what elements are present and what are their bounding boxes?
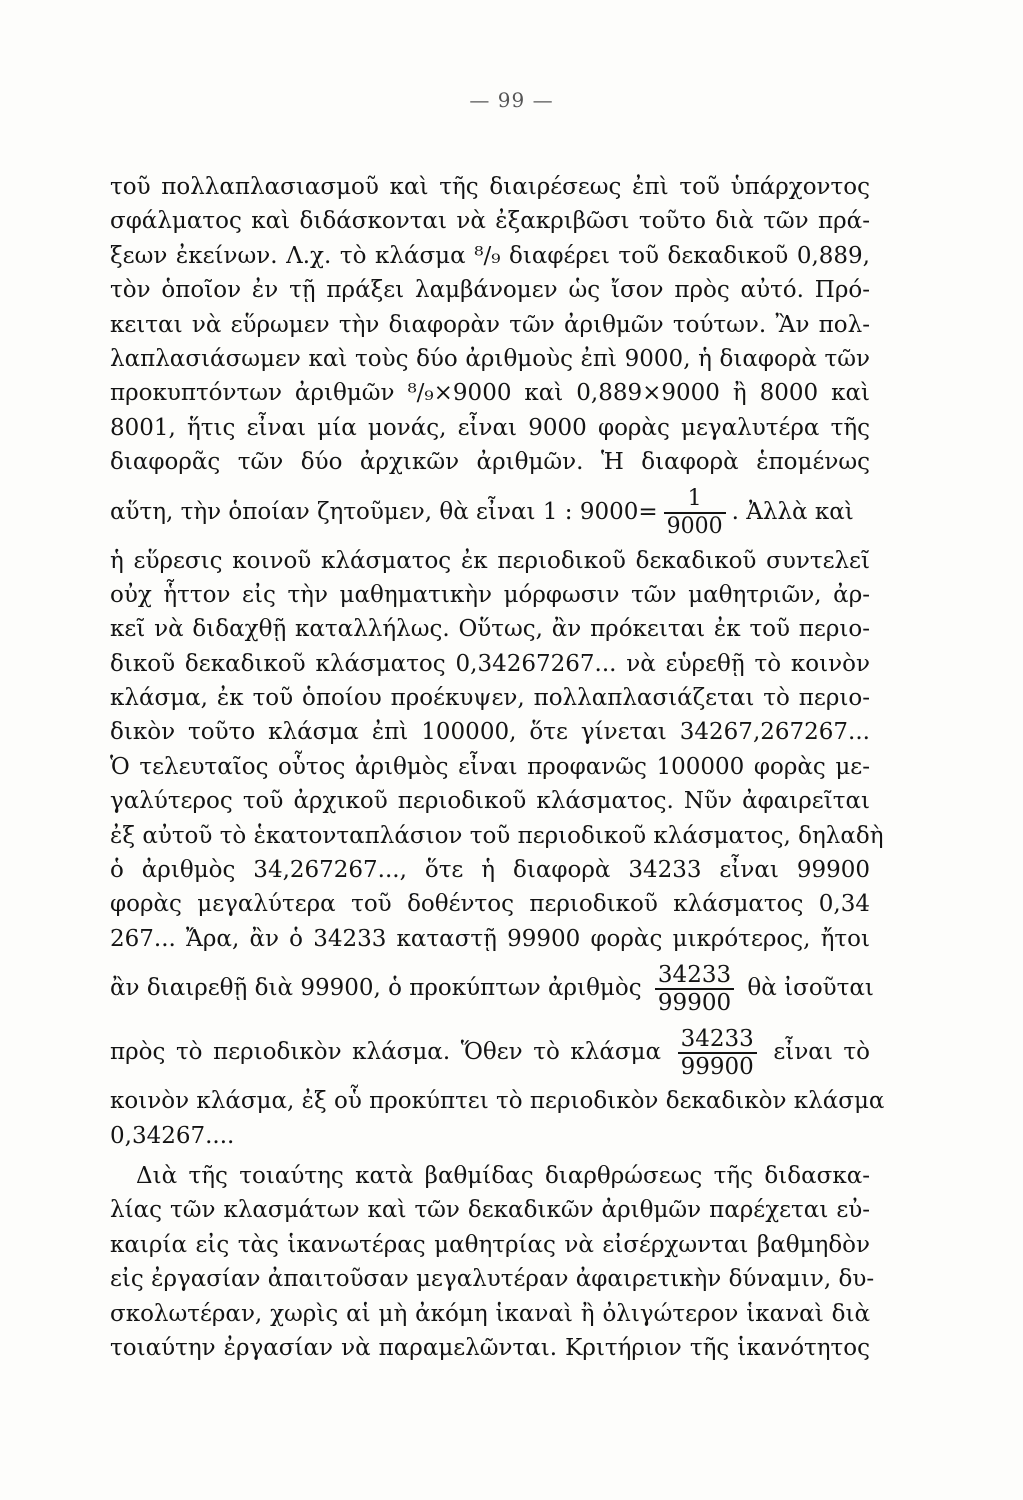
text-segment: εἶναι τὸ: [773, 1039, 871, 1066]
text-line: ὁ ἀριθμὸς 34,267267..., ὅτε ἡ διαφορὰ 34233 εἶναι 99900: [110, 857, 870, 884]
text-segment: πρὸς τὸ περιοδικὸν κλάσμα. Ὅθεν τὸ κλάσμα: [110, 1039, 662, 1066]
text-line: 267... Ἄρα, ἂν ὁ 34233 καταστῇ 99900 φορὰς μικρότερος, ἤτοι: [110, 925, 870, 952]
text-line: τὸν ὁποῖον ἐν τῇ πράξει λαμβάνομεν ὡς ἴσον πρὸς αὐτό. Πρό-: [110, 277, 870, 304]
fraction-numerator: 34233: [680, 1025, 754, 1052]
text-line: ἡ εὕρεσις κοινοῦ κλάσματος ἐκ περιοδικοῦ δεκαδικοῦ συντελεῖ: [110, 547, 870, 574]
fraction: [655, 962, 734, 1017]
page-number: — 99 —: [469, 88, 554, 112]
text-line: κεῖ νὰ διδαχθῇ καταλλήλως. Οὕτως, ἂν πρόκειται ἐκ τοῦ περιο-: [110, 616, 870, 643]
text-line: δικοῦ δεκαδικοῦ κλάσματος 0,34267267... νὰ εὑρεθῇ τὸ κοινὸν: [110, 650, 870, 677]
text-line: γαλύτερος τοῦ ἀρχικοῦ περιοδικοῦ κλάσματος. Νῦν ἀφαιρεῖται: [110, 788, 870, 815]
text-segment: . Ἀλλὰ καὶ: [731, 498, 854, 525]
text-line-with-fraction: [110, 956, 874, 1020]
fraction-denominator: 99900: [655, 988, 734, 1016]
text-segment: θὰ ἰσοῦται: [747, 975, 874, 1002]
text-line: καιρία εἰς τὰς ἱκανωτέρας μαθητρίας νὰ εἰσέρχωνται βαθμηδὸν: [110, 1231, 870, 1258]
text-line: προκυπτόντων ἀριθμῶν ⁸/₉×9000 καὶ 0,889×9000 ἢ 8000 καὶ: [110, 380, 870, 407]
fraction: [678, 1026, 757, 1081]
text-line: σφάλματος καὶ διδάσκονται νὰ ἐξακριβῶσι τοῦτο διὰ τῶν πρά-: [110, 208, 870, 235]
fraction: [664, 486, 726, 539]
text-line: Ὁ τελευταῖος οὗτος ἀριθμὸς εἶναι προφανῶς 100000 φορὰς με-: [110, 753, 870, 780]
text-line: κοινὸν κλάσμα, ἐξ οὗ προκύπτει τὸ περιοδικὸν δεκαδικὸν κλάσμα: [110, 1088, 885, 1115]
text-line: δικὸν τοῦτο κλάσμα ἐπὶ 100000, ὅτε γίνεται 34267,267267...: [110, 719, 870, 746]
text-line: λαπλασιάσωμεν καὶ τοὺς δύο ἀριθμοὺς ἐπὶ 9000, ἡ διαφορὰ τῶν: [110, 345, 870, 372]
body-text: [110, 170, 885, 1365]
fraction-denominator: 99900: [678, 1052, 757, 1080]
fraction-denominator: 9000: [664, 512, 726, 539]
fraction-numerator: 1: [687, 486, 702, 512]
text-line: φορὰς μεγαλύτερα τοῦ δοθέντος περιοδικοῦ κλάσματος 0,34: [110, 891, 870, 918]
text-line: οὐχ ἧττον εἰς τὴν μαθηματικὴν μόρφωσιν τῶν μαθητριῶν, ἀρ-: [110, 581, 870, 608]
text-line-with-fraction: [110, 480, 870, 544]
text-line: εἰς ἐργασίαν ἀπαιτοῦσαν μεγαλυτέραν ἀφαιρετικὴν δύναμιν, δυ-: [110, 1266, 875, 1293]
text-line: σκολωτέραν, χωρὶς αἱ μὴ ἀκόμη ἱκαναὶ ἢ ὀλιγώτερον ἱκαναὶ διὰ: [110, 1300, 870, 1327]
text-line: κειται νὰ εὕρωμεν τὴν διαφορὰν τῶν ἀριθμῶν τούτων. Ἂν πολ-: [110, 311, 870, 338]
text-line: 0,34267....: [110, 1122, 235, 1149]
text-line-with-fraction: [110, 1020, 870, 1084]
text-line: τοιαύτην ἐργασίαν νὰ παραμελῶνται. Κριτήριον τῆς ἱκανότητος: [110, 1334, 870, 1361]
text-line: ἐξ αὐτοῦ τὸ ἑκατονταπλάσιον τοῦ περιοδικοῦ κλάσματος, δηλαδὴ: [110, 822, 884, 849]
text-line: ξεων ἐκείνων. Λ.χ. τὸ κλάσμα ⁸/₉ διαφέρει τοῦ δεκαδικοῦ 0,889,: [110, 242, 870, 269]
text-line: λίας τῶν κλασμάτων καὶ τῶν δεκαδικῶν ἀριθμῶν παρέχεται εὐ-: [110, 1197, 870, 1224]
text-segment: ἂν διαιρεθῇ διὰ 99900, ὁ προκύπτων ἀριθμὸς: [110, 975, 642, 1002]
text-line: τοῦ πολλαπλασιασμοῦ καὶ τῆς διαιρέσεως ἐπὶ τοῦ ὑπάρχοντος: [110, 174, 870, 200]
paragraph-start-line: Διὰ τῆς τοιαύτης κατὰ βαθμίδας διαρθρώσεως τῆς διδασκα-: [136, 1162, 870, 1189]
text-line: 8001, ἥτις εἶναι μία μονάς, εἶναι 9000 φορὰς μεγαλυτέρα τῆς: [110, 414, 870, 441]
fraction-numerator: 34233: [657, 961, 732, 988]
text-line: διαφορᾶς τῶν δύο ἀρχικῶν ἀριθμῶν. Ἡ διαφορὰ ἑπομένως: [110, 449, 870, 476]
text-line: κλάσμα, ἐκ τοῦ ὁποίου προέκυψεν, πολλαπλασιάζεται τὸ περιο-: [110, 685, 870, 712]
text-segment: αὕτη, τὴν ὁποίαν ζητοῦμεν, θὰ εἶναι 1 : 9000=: [110, 498, 658, 525]
